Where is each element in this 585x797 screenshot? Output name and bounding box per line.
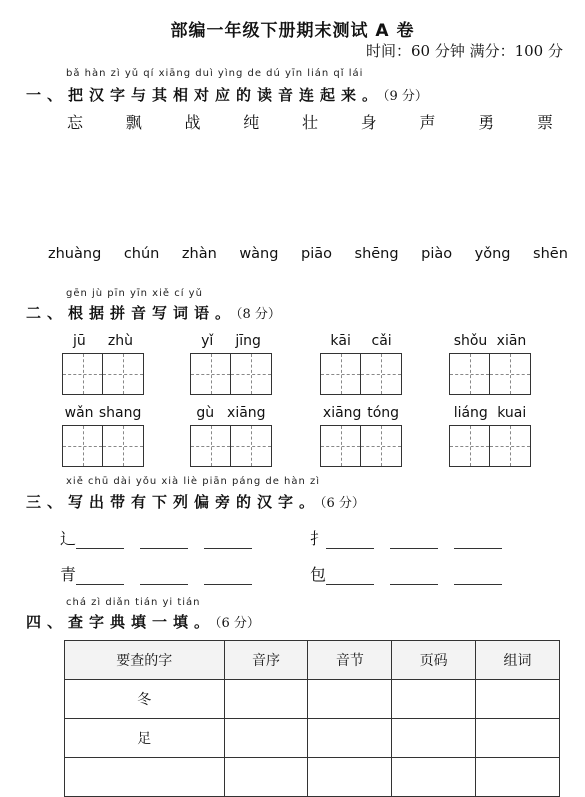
answer-cell[interactable] <box>392 680 476 719</box>
table-row <box>65 680 560 719</box>
s2-heading <box>26 302 281 323</box>
radical: 辶 <box>60 529 77 548</box>
word-pinyin: yǐ <box>201 333 214 349</box>
s4-score: （6 分） <box>215 616 260 631</box>
word-pinyin: xiāng <box>322 405 362 421</box>
answer-cell[interactable] <box>224 680 308 719</box>
writing-cell[interactable] <box>63 426 103 466</box>
answer-blank[interactable] <box>454 568 502 585</box>
writing-cell[interactable] <box>63 354 103 394</box>
answer-cell[interactable] <box>476 758 560 797</box>
word-pinyin: xiān <box>496 333 527 349</box>
word-box <box>190 405 272 467</box>
table-header: 页码 <box>392 641 476 680</box>
pinyin-item[interactable]: piào <box>421 246 453 262</box>
word-pinyin: gù <box>196 405 215 421</box>
answer-blank[interactable] <box>454 532 502 549</box>
writing-cell[interactable] <box>231 426 271 466</box>
answer-blank[interactable] <box>204 532 252 549</box>
s2-heading-text: 二、根据拼音写词语。 <box>26 304 237 322</box>
pinyin-item[interactable]: yǒng <box>474 246 511 262</box>
s1-pinyin: bǎ hàn zì yǔ qí xiāng duì yìng de dú yīn lián qǐ lái <box>66 68 364 79</box>
word-box <box>62 405 144 467</box>
word-pinyin: kuai <box>497 405 527 421</box>
answer-blank[interactable] <box>326 568 374 585</box>
writing-cell[interactable] <box>103 354 143 394</box>
char-item[interactable]: 壮 <box>301 113 318 132</box>
answer-cell[interactable] <box>476 680 560 719</box>
s2-pinyin: gēn jù pīn yīn xiě cí yǔ <box>66 288 203 299</box>
char-item[interactable]: 勇 <box>478 113 495 132</box>
word-pinyin: kāi <box>330 333 351 349</box>
writing-cell[interactable] <box>321 354 361 394</box>
answer-blank[interactable] <box>140 568 188 585</box>
word-pinyin: zhù <box>107 333 133 349</box>
writing-cell[interactable] <box>191 354 231 394</box>
word-box <box>62 333 144 395</box>
lookup-char <box>65 758 225 797</box>
pinyin-item[interactable]: shēn <box>533 246 568 262</box>
char-item[interactable]: 战 <box>184 113 201 132</box>
answer-blank[interactable] <box>140 532 188 549</box>
s2-score: （8 分） <box>236 307 281 322</box>
s3-pinyin: xiě chū dài yǒu xià liè piān páng de hàn zì <box>66 476 321 487</box>
radical-row <box>60 562 268 585</box>
table-header: 组词 <box>476 641 560 680</box>
s4-pinyin: chá zì diǎn tián yi tián <box>66 597 201 608</box>
table-header: 音序 <box>224 641 308 680</box>
answer-blank[interactable] <box>390 568 438 585</box>
s3-heading <box>26 491 365 512</box>
char-item[interactable]: 票 <box>536 113 553 132</box>
answer-cell[interactable] <box>308 758 392 797</box>
writing-cell[interactable] <box>321 426 361 466</box>
answer-cell[interactable] <box>308 680 392 719</box>
pinyin-item[interactable]: shēng <box>354 246 399 262</box>
answer-blank[interactable] <box>204 568 252 585</box>
table-header: 要查的字 <box>65 641 225 680</box>
answer-cell[interactable] <box>224 758 308 797</box>
word-box <box>449 333 531 395</box>
radical-row <box>60 526 268 549</box>
word-pinyin: shǒu <box>453 333 488 349</box>
radical: 青 <box>60 565 77 584</box>
char-item[interactable]: 声 <box>419 113 436 132</box>
writing-cell[interactable] <box>361 426 401 466</box>
word-pinyin: liáng <box>453 405 488 421</box>
answer-blank[interactable] <box>326 532 374 549</box>
radical: 扌 <box>310 529 327 548</box>
lookup-char: 足 <box>65 719 225 758</box>
answer-blank[interactable] <box>76 568 124 585</box>
radical-row <box>310 526 518 549</box>
page-title: 部编一年级下册期末测试 A 卷 <box>170 21 415 41</box>
pinyin-item[interactable]: wàng <box>239 246 279 262</box>
word-pinyin: jīng <box>235 333 261 349</box>
table-header: 音节 <box>308 641 392 680</box>
s1-pinyin-row <box>48 246 568 262</box>
answer-cell[interactable] <box>392 758 476 797</box>
answer-cell[interactable] <box>308 719 392 758</box>
answer-cell[interactable] <box>476 719 560 758</box>
answer-cell[interactable] <box>224 719 308 758</box>
pinyin-item[interactable]: chún <box>123 246 160 262</box>
writing-cell[interactable] <box>361 354 401 394</box>
char-item[interactable]: 忘 <box>66 113 83 132</box>
radical: 包 <box>310 565 327 584</box>
s1-score: （9 分） <box>383 89 428 104</box>
exam-meta: 时间：60 分钟 满分：100 分 <box>365 42 563 60</box>
s1-heading-text: 一、把汉字与其相对应的读音连起来。 <box>26 86 384 104</box>
word-pinyin: shang <box>98 405 142 421</box>
char-item[interactable]: 飘 <box>125 113 142 132</box>
s3-heading-text: 三、写出带有下列偏旁的汉字。 <box>26 493 321 511</box>
writing-cell[interactable] <box>450 426 490 466</box>
pinyin-item[interactable]: zhàn <box>181 246 217 262</box>
pinyin-item[interactable]: piāo <box>300 246 332 262</box>
writing-cell[interactable] <box>103 426 143 466</box>
table-row <box>65 719 560 758</box>
s3-score: （6 分） <box>320 496 365 511</box>
s1-char-row <box>60 110 560 133</box>
word-pinyin: xiāng <box>227 405 266 421</box>
writing-cell[interactable] <box>450 354 490 394</box>
word-box <box>449 405 531 467</box>
table-header-row <box>65 641 560 680</box>
writing-cell[interactable] <box>231 354 271 394</box>
writing-cell[interactable] <box>191 426 231 466</box>
radical-row <box>310 562 518 585</box>
word-pinyin: cǎi <box>371 333 392 349</box>
word-pinyin: wǎn <box>64 405 94 421</box>
word-pinyin: jū <box>73 333 86 349</box>
s4-heading <box>26 611 260 632</box>
word-box <box>320 405 402 467</box>
writing-cell[interactable] <box>490 426 530 466</box>
table-row <box>65 758 560 797</box>
writing-cell[interactable] <box>490 354 530 394</box>
char-item[interactable]: 纯 <box>243 113 260 132</box>
answer-cell[interactable] <box>392 719 476 758</box>
lookup-char: 冬 <box>65 680 225 719</box>
word-box <box>190 333 272 395</box>
s4-heading-text: 四、查字典填一填。 <box>26 613 216 631</box>
char-item[interactable]: 身 <box>360 113 377 132</box>
word-pinyin: tóng <box>367 405 400 421</box>
s1-heading <box>26 84 428 105</box>
pinyin-item[interactable]: zhuàng <box>48 246 102 262</box>
answer-blank[interactable] <box>390 532 438 549</box>
answer-blank[interactable] <box>76 532 124 549</box>
dictionary-table <box>64 640 560 797</box>
word-box <box>320 333 402 395</box>
